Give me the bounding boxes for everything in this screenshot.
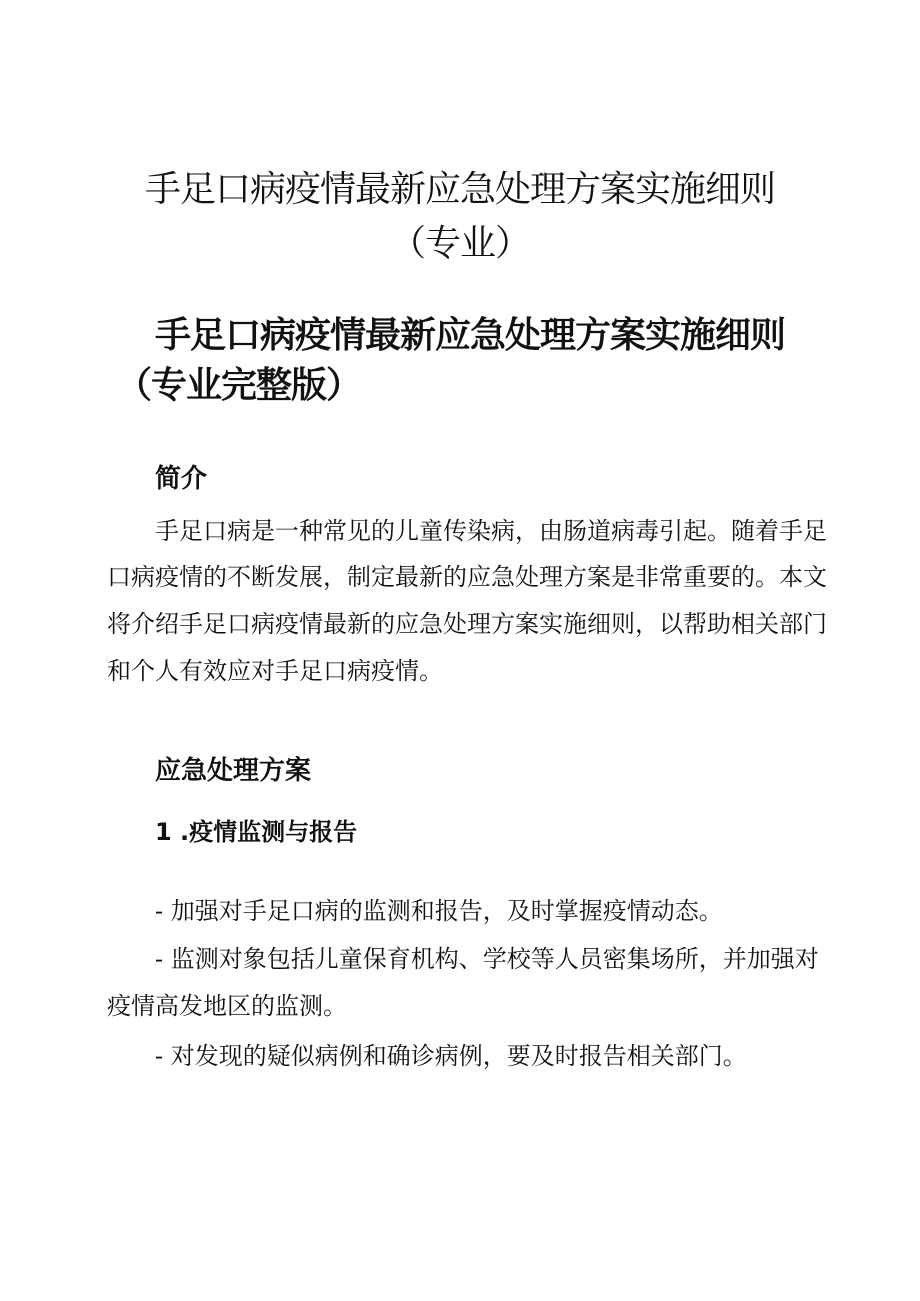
intro-paragraph-line3: 将介绍手足口病疫情最新的应急处理方案实施细则，以帮助相关部门: [107, 610, 827, 638]
section1-item1: - 加强对手足口病的监测和报告，及时掌握疫情动态。: [155, 897, 723, 925]
doc-subtitle-line1: 手足口病疫情最新应急处理方案实施细则: [155, 315, 786, 356]
section1-item2: - 监测对象包括儿童保育机构、学校等人员密集场所，并加强对: [155, 945, 819, 973]
intro-paragraph-line2: 口病疫情的不断发展，制定最新的应急处理方案是非常重要的。本文: [107, 563, 827, 591]
intro-paragraph-line4: 和个人有效应对手足口病疫情。: [107, 657, 443, 685]
section1-item2-cont: 疫情高发地区的监测。: [107, 992, 347, 1020]
plan-heading: 应急处理方案: [155, 756, 312, 786]
doc-subtitle-line2: （专业完整版）: [116, 365, 362, 406]
section1-item3: - 对发现的疑似病例和确诊病例，要及时报告相关部门。: [155, 1042, 747, 1070]
section1-title: 1 .疫情监测与报告: [155, 818, 358, 846]
doc-title-line2: （专业）: [389, 223, 530, 264]
intro-heading: 简介: [155, 464, 208, 494]
doc-title-line1: 手足口病疫情最新应急处理方案实施细则: [144, 169, 775, 210]
intro-paragraph-line1: 手足口病是一种常见的儿童传染病，由肠道病毒引起。随着手足: [155, 517, 827, 545]
